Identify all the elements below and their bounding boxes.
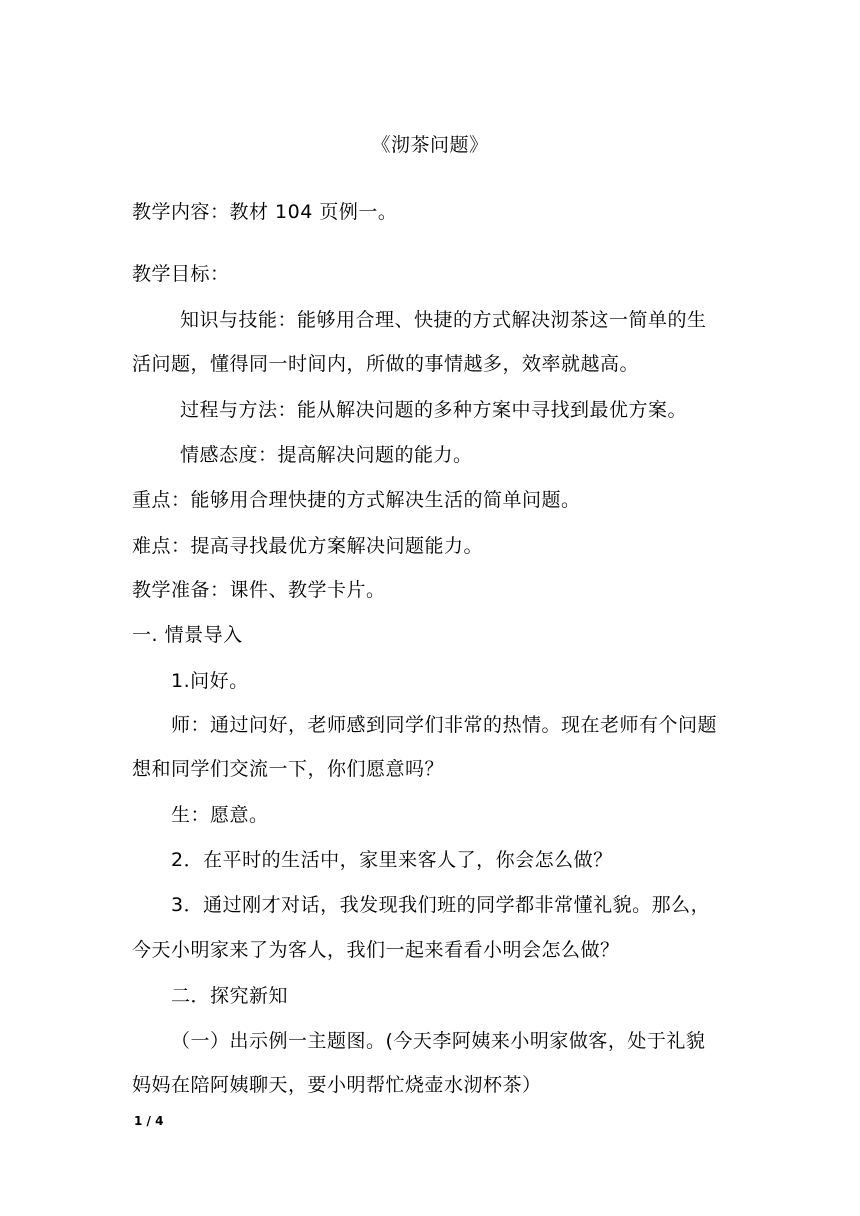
teaching-content-line: 教学内容：教材 104 页例一。 (132, 201, 398, 223)
knowledge-skills-line-continued: 活问题，懂得同一时间内，所做的事情越多，效率就越高。 (132, 353, 640, 375)
teaching-preparation-line: 教学准备：课件、教学卡片。 (132, 579, 386, 601)
page-number: 1 / 4 (134, 1114, 164, 1128)
emotion-attitude-line: 情感态度：提高解决问题的能力。 (180, 444, 473, 466)
student-reply-line: 生：愿意。 (171, 804, 269, 826)
knowledge-skills-line: 知识与技能：能够用合理、快捷的方式解决沏茶这一简单的生 (180, 309, 707, 331)
example-one-line: （一）出示例一主题图。(今天李阿姨来小明家做客，处于礼貌 (171, 1030, 706, 1052)
section-one-heading: 一. 情景导入 (132, 624, 243, 646)
example-one-line-continued: 妈妈在陪阿姨聊天，要小明帮忙烧壶水沏杯茶） (132, 1074, 542, 1096)
key-point-line: 重点：能够用合理快捷的方式解决生活的简单问题。 (132, 489, 581, 511)
document-title: 《沏茶问题》 (371, 134, 489, 156)
item-three-line-continued: 今天小明家来了为客人，我们一起来看看小明会怎么做？ (132, 939, 620, 961)
item-two-line: 2．在平时的生活中，家里来客人了，你会怎么做？ (171, 849, 613, 871)
section-two-heading: 二．探究新知 (171, 985, 289, 1007)
process-method-line: 过程与方法：能从解决问题的多种方案中寻找到最优方案。 (180, 399, 688, 421)
teacher-dialogue-line: 师：通过问好，老师感到同学们非常的热情。现在老师有个问题 (171, 714, 718, 736)
item-three-line: 3．通过刚才对话，我发现我们班的同学都非常懂礼貌。那么， (171, 894, 711, 916)
teacher-dialogue-line-continued: 想和同学们交流一下，你们愿意吗？ (132, 758, 445, 780)
greeting-item: 1.问好。 (171, 670, 249, 692)
difficult-point-line: 难点：提高寻找最优方案解决问题能力。 (132, 535, 484, 557)
teaching-goals-heading: 教学目标： (132, 263, 230, 285)
